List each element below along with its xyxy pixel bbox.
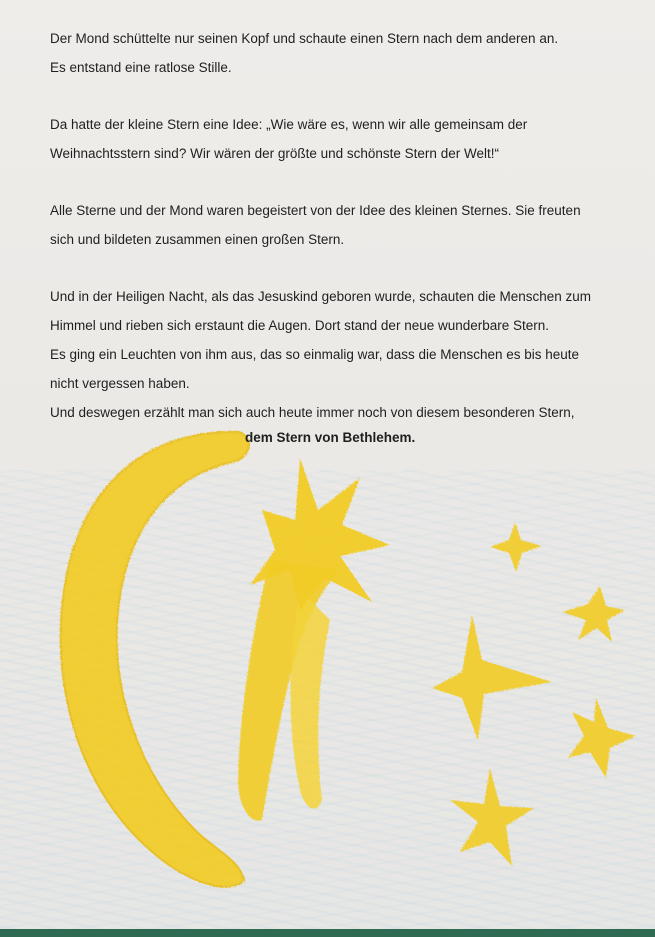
text-line: Es entstand eine ratlose Stille. bbox=[50, 60, 232, 75]
text-line: Es ging ein Leuchten von ihm aus, das so einmalig war, dass die Menschen es bis heute bbox=[50, 347, 580, 362]
text-line: sich und bildeten zusammen einen großen Stern. bbox=[50, 232, 345, 247]
small-star-icon bbox=[450, 768, 534, 866]
small-star-icon bbox=[562, 586, 625, 642]
text-line: Der Mond schüttelte nur seinen Kopf und schaute einen Stern nach dem anderen an. bbox=[50, 31, 559, 46]
text-line: Und in der Heiligen Nacht, als das Jesuskind geboren wurde, schauten die Menschen zum bbox=[50, 289, 592, 304]
closing-line: dem Stern von Bethlehem. bbox=[245, 430, 416, 445]
text-line: Himmel und rieben sich erstaunt die Augen. Dort stand der neue wunderbare Stern. bbox=[50, 318, 550, 333]
text-line: nicht vergessen haben. bbox=[50, 376, 190, 391]
text-line: Und deswegen erzählt man sich auch heute immer noch von diesem besonderen Stern, bbox=[50, 405, 575, 420]
shooting-star-tail-streak bbox=[291, 590, 330, 809]
bottom-edge bbox=[0, 929, 655, 937]
text-line: Da hatte der kleine Stern eine Idee: „Wie wäre es, wenn wir alle gemeinsam der bbox=[50, 117, 528, 132]
small-star-icon bbox=[568, 698, 636, 778]
text-line: Alle Sterne und der Mond waren begeistert von der Idee des kleinen Sternes. Sie freuten bbox=[50, 203, 581, 218]
small-star-icon bbox=[432, 615, 552, 740]
small-star-icon bbox=[490, 522, 542, 572]
shooting-star-tail bbox=[238, 560, 340, 821]
crescent-moon-icon bbox=[61, 432, 249, 887]
text-line: Weihnachtsstern sind? Wir wären der größte und schönste Stern der Welt!“ bbox=[50, 146, 499, 161]
